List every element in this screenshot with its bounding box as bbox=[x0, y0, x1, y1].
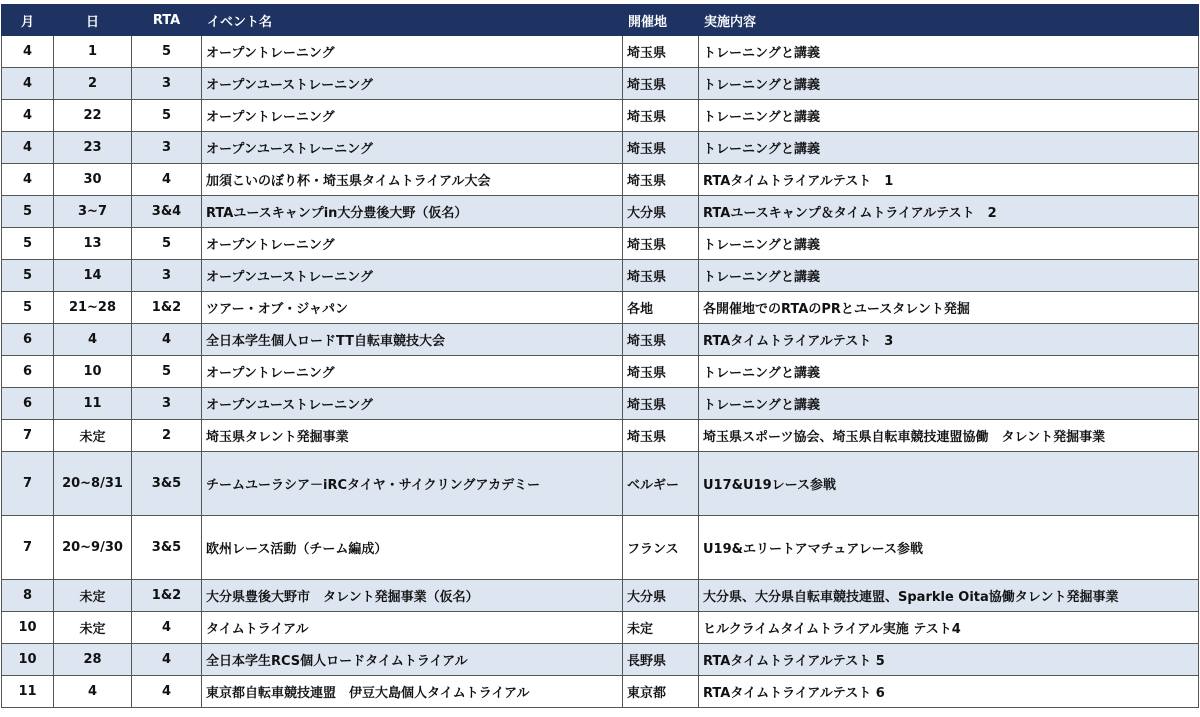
cell-event: オープントレーニング bbox=[202, 228, 623, 260]
cell-rta: 4 bbox=[132, 612, 202, 644]
cell-day: 30 bbox=[54, 164, 132, 196]
cell-event: オープントレーニング bbox=[202, 36, 623, 68]
cell-venue: フランス bbox=[623, 516, 699, 580]
cell-event: オープントレーニング bbox=[202, 100, 623, 132]
cell-venue: 東京都 bbox=[623, 676, 699, 708]
table-body bbox=[2, 36, 1199, 708]
cell-rta: 5 bbox=[132, 36, 202, 68]
event-schedule-table bbox=[1, 4, 1199, 708]
cell-day: 未定 bbox=[54, 420, 132, 452]
cell-event: オープンユーストレーニング bbox=[202, 260, 623, 292]
cell-detail: 各開催地でのRTAのPRとユースタレント発掘 bbox=[699, 292, 1199, 324]
table-row bbox=[2, 260, 1199, 292]
table-row bbox=[2, 676, 1199, 708]
cell-day: 14 bbox=[54, 260, 132, 292]
cell-month: 10 bbox=[2, 644, 54, 676]
table-row bbox=[2, 388, 1199, 420]
cell-venue: 埼玉県 bbox=[623, 324, 699, 356]
cell-day: 20~8/31 bbox=[54, 452, 132, 516]
cell-venue: 埼玉県 bbox=[623, 388, 699, 420]
cell-venue: 埼玉県 bbox=[623, 68, 699, 100]
cell-month: 7 bbox=[2, 452, 54, 516]
cell-month: 4 bbox=[2, 164, 54, 196]
cell-venue: 未定 bbox=[623, 612, 699, 644]
cell-rta: 3 bbox=[132, 388, 202, 420]
table-row bbox=[2, 68, 1199, 100]
cell-venue: 各地 bbox=[623, 292, 699, 324]
header-detail: 実施内容 bbox=[699, 5, 1199, 36]
cell-rta: 3 bbox=[132, 132, 202, 164]
cell-rta: 2 bbox=[132, 420, 202, 452]
cell-month: 5 bbox=[2, 228, 54, 260]
table-row bbox=[2, 100, 1199, 132]
cell-rta: 4 bbox=[132, 324, 202, 356]
cell-venue: 埼玉県 bbox=[623, 132, 699, 164]
cell-event: オープンユーストレーニング bbox=[202, 68, 623, 100]
cell-venue: 埼玉県 bbox=[623, 36, 699, 68]
cell-rta: 5 bbox=[132, 228, 202, 260]
cell-event: 欧州レース活動（チーム編成） bbox=[202, 516, 623, 580]
cell-event: オープンユーストレーニング bbox=[202, 132, 623, 164]
cell-day: 4 bbox=[54, 676, 132, 708]
cell-detail: 埼玉県スポーツ協会、埼玉県自転車競技連盟協働 タレント発掘事業 bbox=[699, 420, 1199, 452]
cell-month: 6 bbox=[2, 356, 54, 388]
cell-day: 未定 bbox=[54, 580, 132, 612]
cell-detail: U19&エリートアマチュアレース参戦 bbox=[699, 516, 1199, 580]
cell-detail: トレーニングと講義 bbox=[699, 68, 1199, 100]
cell-month: 4 bbox=[2, 68, 54, 100]
cell-rta: 1&2 bbox=[132, 292, 202, 324]
cell-rta: 3 bbox=[132, 260, 202, 292]
cell-detail: RTAユースキャンプ＆タイムトライアルテスト 2 bbox=[699, 196, 1199, 228]
cell-day: 未定 bbox=[54, 612, 132, 644]
cell-day: 10 bbox=[54, 356, 132, 388]
cell-event: オープンユーストレーニング bbox=[202, 388, 623, 420]
cell-month: 8 bbox=[2, 580, 54, 612]
cell-detail: RTAタイムトライアルテスト 1 bbox=[699, 164, 1199, 196]
cell-month: 10 bbox=[2, 612, 54, 644]
cell-day: 21~28 bbox=[54, 292, 132, 324]
cell-rta: 5 bbox=[132, 100, 202, 132]
cell-venue: 大分県 bbox=[623, 580, 699, 612]
table-row bbox=[2, 292, 1199, 324]
cell-month: 11 bbox=[2, 676, 54, 708]
cell-month: 7 bbox=[2, 516, 54, 580]
header-day: 日 bbox=[54, 5, 132, 36]
cell-day: 23 bbox=[54, 132, 132, 164]
header-rta: RTA bbox=[132, 5, 202, 36]
cell-detail: U17&U19レース参戦 bbox=[699, 452, 1199, 516]
cell-detail: RTAタイムトライアルテスト 3 bbox=[699, 324, 1199, 356]
header-row bbox=[2, 5, 1199, 36]
cell-venue: 大分県 bbox=[623, 196, 699, 228]
cell-detail: トレーニングと講義 bbox=[699, 356, 1199, 388]
header-month: 月 bbox=[2, 5, 54, 36]
cell-rta: 3&5 bbox=[132, 452, 202, 516]
cell-venue: 埼玉県 bbox=[623, 100, 699, 132]
cell-day: 11 bbox=[54, 388, 132, 420]
header-venue: 開催地 bbox=[623, 5, 699, 36]
schedule-table-container bbox=[1, 4, 1198, 708]
table-row bbox=[2, 196, 1199, 228]
cell-detail: トレーニングと講義 bbox=[699, 388, 1199, 420]
cell-day: 3~7 bbox=[54, 196, 132, 228]
cell-day: 28 bbox=[54, 644, 132, 676]
table-row bbox=[2, 644, 1199, 676]
header-event: イベント名 bbox=[202, 5, 623, 36]
cell-month: 4 bbox=[2, 100, 54, 132]
table-row bbox=[2, 228, 1199, 260]
cell-month: 6 bbox=[2, 324, 54, 356]
cell-event: 東京都自転車競技連盟 伊豆大島個人タイムトライアル bbox=[202, 676, 623, 708]
cell-rta: 1&2 bbox=[132, 580, 202, 612]
cell-venue: 長野県 bbox=[623, 644, 699, 676]
cell-detail: RTAタイムトライアルテスト 5 bbox=[699, 644, 1199, 676]
cell-month: 5 bbox=[2, 196, 54, 228]
cell-detail: ヒルクライムタイムトライアル実施 テスト4 bbox=[699, 612, 1199, 644]
cell-detail: トレーニングと講義 bbox=[699, 100, 1199, 132]
cell-month: 7 bbox=[2, 420, 54, 452]
cell-day: 2 bbox=[54, 68, 132, 100]
cell-venue: 埼玉県 bbox=[623, 420, 699, 452]
cell-event: オープントレーニング bbox=[202, 356, 623, 388]
cell-event: ツアー・オブ・ジャパン bbox=[202, 292, 623, 324]
cell-event: 全日本学生RCS個人ロードタイムトライアル bbox=[202, 644, 623, 676]
table-row bbox=[2, 164, 1199, 196]
table-row bbox=[2, 36, 1199, 68]
cell-detail: トレーニングと講義 bbox=[699, 260, 1199, 292]
cell-month: 5 bbox=[2, 260, 54, 292]
table-row bbox=[2, 132, 1199, 164]
table-row bbox=[2, 420, 1199, 452]
cell-day: 22 bbox=[54, 100, 132, 132]
cell-rta: 5 bbox=[132, 356, 202, 388]
cell-detail: RTAタイムトライアルテスト 6 bbox=[699, 676, 1199, 708]
cell-month: 4 bbox=[2, 36, 54, 68]
cell-rta: 4 bbox=[132, 676, 202, 708]
cell-venue: 埼玉県 bbox=[623, 228, 699, 260]
cell-rta: 4 bbox=[132, 164, 202, 196]
cell-event: 埼玉県タレント発掘事業 bbox=[202, 420, 623, 452]
cell-day: 1 bbox=[54, 36, 132, 68]
cell-event: 加須こいのぼり杯・埼玉県タイムトライアル大会 bbox=[202, 164, 623, 196]
cell-rta: 3&5 bbox=[132, 516, 202, 580]
cell-venue: 埼玉県 bbox=[623, 260, 699, 292]
cell-month: 4 bbox=[2, 132, 54, 164]
table-header bbox=[2, 5, 1199, 36]
cell-day: 13 bbox=[54, 228, 132, 260]
cell-month: 5 bbox=[2, 292, 54, 324]
cell-day: 4 bbox=[54, 324, 132, 356]
cell-event: タイムトライアル bbox=[202, 612, 623, 644]
cell-day: 20~9/30 bbox=[54, 516, 132, 580]
table-row bbox=[2, 580, 1199, 612]
cell-event: RTAユースキャンプin大分豊後大野（仮名） bbox=[202, 196, 623, 228]
cell-detail: トレーニングと講義 bbox=[699, 36, 1199, 68]
cell-rta: 3&4 bbox=[132, 196, 202, 228]
cell-detail: トレーニングと講義 bbox=[699, 132, 1199, 164]
cell-month: 6 bbox=[2, 388, 54, 420]
table-row bbox=[2, 452, 1199, 516]
cell-detail: トレーニングと講義 bbox=[699, 228, 1199, 260]
table-row bbox=[2, 516, 1199, 580]
cell-venue: 埼玉県 bbox=[623, 164, 699, 196]
cell-detail: 大分県、大分県自転車競技連盟、Sparkle Oita協働タレント発掘事業 bbox=[699, 580, 1199, 612]
cell-venue: 埼玉県 bbox=[623, 356, 699, 388]
cell-event: チームユーラシア－iRCタイヤ・サイクリングアカデミー bbox=[202, 452, 623, 516]
table-row bbox=[2, 612, 1199, 644]
table-row bbox=[2, 324, 1199, 356]
cell-event: 大分県豊後大野市 タレント発掘事業（仮名） bbox=[202, 580, 623, 612]
cell-venue: ベルギー bbox=[623, 452, 699, 516]
cell-rta: 4 bbox=[132, 644, 202, 676]
table-row bbox=[2, 356, 1199, 388]
cell-rta: 3 bbox=[132, 68, 202, 100]
cell-event: 全日本学生個人ロードTT自転車競技大会 bbox=[202, 324, 623, 356]
